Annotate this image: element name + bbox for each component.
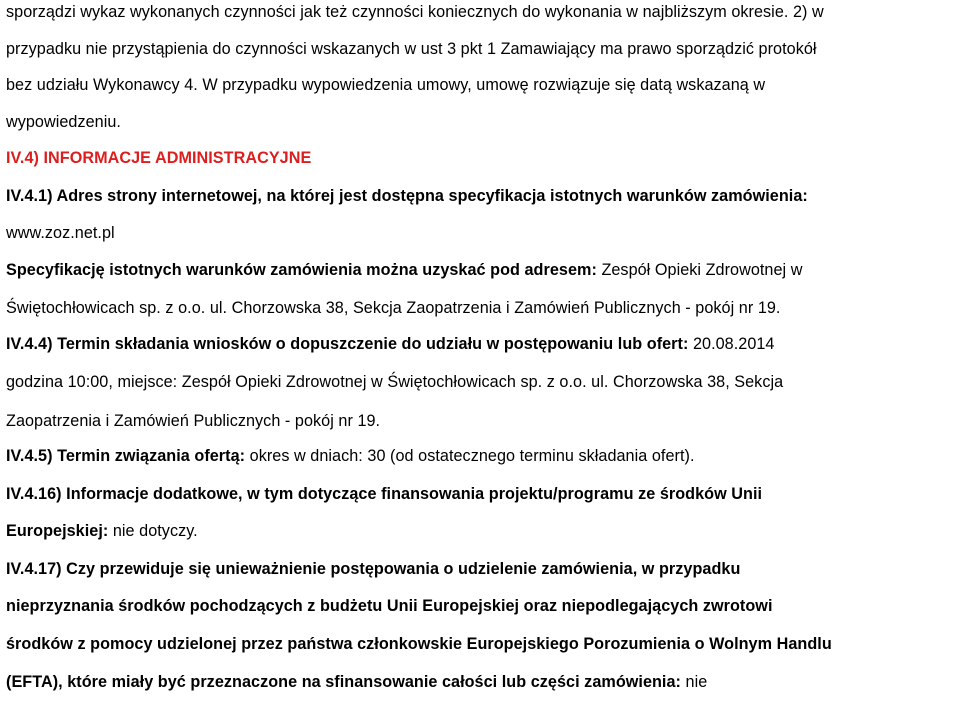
text-line <box>6 521 198 541</box>
text-segment: wypowiedzeniu. <box>6 113 121 131</box>
text-line <box>6 411 380 431</box>
text-line <box>6 484 762 504</box>
text-line <box>6 260 802 280</box>
text-line <box>6 446 695 466</box>
text-line <box>6 559 740 579</box>
bold-text-segment: IV.4.5) Termin związania ofertą: <box>6 447 246 465</box>
text-line <box>6 2 824 22</box>
text-segment: Zaopatrzenia i Zamówień Publicznych - pokój nr 19. <box>6 412 381 430</box>
bold-text-segment: środków z pomocy udzielonej przez państwa członkowskie Europejskiego Porozumienia o Wolnym Handlu <box>6 635 832 653</box>
text-segment: Świętochłowicach sp. z o.o. ul. Chorzowska 38, Sekcja Zaopatrzenia i Zamówień Publicznych - pokój nr 19. <box>6 299 781 317</box>
text-line <box>6 223 115 243</box>
text-line <box>6 39 817 59</box>
bold-text-segment: IV.4) INFORMACJE ADMINISTRACYJNE <box>6 149 312 167</box>
text-line <box>6 672 707 692</box>
text-line <box>6 186 808 206</box>
text-line <box>6 596 773 616</box>
text-line <box>6 634 832 654</box>
bold-text-segment: IV.4.1) Adres strony internetowej, na której jest dostępna specyfikacja istotnych warunków zamówienia: <box>6 187 808 205</box>
text-line <box>6 298 780 318</box>
bold-text-segment: IV.4.4) Termin składania wniosków o dopuszczenie do udziału w postępowaniu lub ofert: <box>6 335 689 353</box>
bold-text-segment: Europejskiej: <box>6 522 109 540</box>
bold-text-segment: (EFTA), które miały być przeznaczone na sfinansowanie całości lub części zamówienia: <box>6 673 681 691</box>
text-segment: nie dotyczy. <box>108 522 198 540</box>
text-segment: nie <box>680 673 708 691</box>
text-line <box>6 148 311 168</box>
text-line <box>6 112 121 132</box>
text-segment: www.zoz.net.pl <box>6 224 115 242</box>
text-segment: 20.08.2014 <box>688 335 775 353</box>
text-segment: okres w dniach: 30 (od ostatecznego terminu składania ofert). <box>245 447 695 465</box>
text-segment: przypadku nie przystąpienia do czynności wskazanych w ust 3 pkt 1 Zamawiający ma prawo sporządzić protokół <box>6 40 817 58</box>
bold-text-segment: nieprzyznania środków pochodzących z budżetu Unii Europejskiej oraz niepodlegających zwrotowi <box>6 597 773 615</box>
text-line <box>6 334 775 354</box>
text-segment: Zespół Opieki Zdrowotnej w <box>596 261 803 279</box>
text-segment: bez udziału Wykonawcy 4. W przypadku wypowiedzenia umowy, umowę rozwiązuje się datą wskazaną w <box>6 76 766 94</box>
text-line <box>6 75 765 95</box>
text-segment: sporządzi wykaz wykonanych czynności jak też czynności koniecznych do wykonania w najbliższym okresie. 2) w <box>6 3 824 21</box>
text-segment: godzina 10:00, miejsce: Zespół Opieki Zdrowotnej w Świętochłowicach sp. z o.o. ul. Chorzowska 38, Sekcja <box>6 373 784 391</box>
bold-text-segment: IV.4.16) Informacje dodatkowe, w tym dotyczące finansowania projektu/programu ze środków Unii <box>6 485 763 503</box>
bold-text-segment: Specyfikację istotnych warunków zamówienia można uzyskać pod adresem: <box>6 261 597 279</box>
text-line <box>6 372 783 392</box>
bold-text-segment: IV.4.17) Czy przewiduje się unieważnienie postępowania o udzielenie zamówienia, w przypadku <box>6 560 741 578</box>
